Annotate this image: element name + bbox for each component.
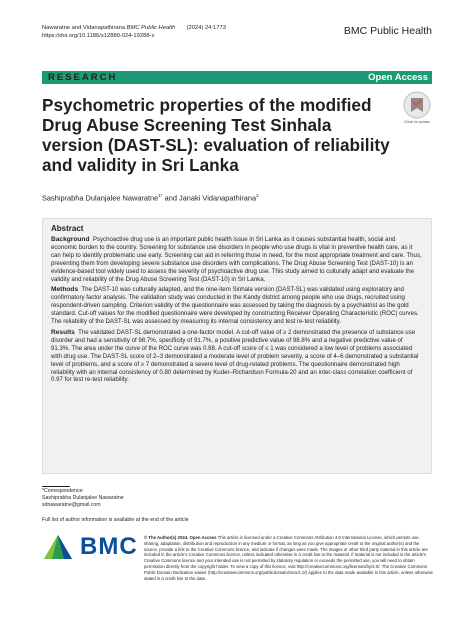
author-2-affiliation: 2 <box>256 193 259 198</box>
abstract-box <box>42 218 432 474</box>
methods-text: The DAST-10 was culturally adapted, and the nine-item Sinhala version (DAST-SL) was validated using exploratory and confirmatory factor analysis. The validation study was conducted in the Kandy district among people who use drugs, recruited using respondent-driven sampling. Criterion validity of the questionnaire was assessed by taking the diagnosis by a psychiatrist as the gold standard. Cut-off values for the modified questionnaire were developed by constructing Receiver Operating Characteristic (ROC) curves. The reliability of the DAST-SL was assessed by measuring its internal consistency and test re-test reliability. <box>51 286 419 326</box>
citation-journal: BMC Public Health <box>126 25 176 31</box>
abstract-methods <box>51 286 423 326</box>
author-1-affiliation: 1* <box>158 193 163 198</box>
abstract-background <box>51 236 423 283</box>
abstract-results <box>51 329 423 384</box>
author-2[interactable]: Janaki Vidanapathirana <box>179 193 257 203</box>
results-text: The validated DAST-SL demonstrated a one-factor model. A cut-off value of ≥ 2 demonstrated the presence of substance use disorder and had a sensitivity of 98.7%, specificity of 91.7%, a positive predictive value of 98.8% and a negative predictive value of 91.3%. The area under the curve of the ROC curve was 0.98. A cut-off score of ≤ 1 was considered a low level of problems associated with drug use. The DAST-SL score of 2–3 demonstrated a moderate level of problem severity, a score of 4–6 demonstrated a substantial level of problems, and a score of ≥ 7 demonstrated a severe level of drug-related problems. The questionnaire demonstrated high reliability with an internal consistency of 0.80 determined by Kuder–Richardson Formula-20 and an inter-class correlation coefficient of 0.97 for test re-test reliability. <box>51 328 419 384</box>
author-1[interactable]: Sashiprabha Dulanjalee Nawaratne <box>42 193 159 203</box>
check-for-updates-label: Check for updates <box>404 120 430 124</box>
citation-year-volume: (2024) 24:1773 <box>186 25 226 31</box>
correspondence-block <box>42 488 242 508</box>
correspondence-label: *Correspondence: <box>42 488 84 494</box>
research-label: RESEARCH <box>48 72 118 83</box>
research-banner <box>42 71 432 84</box>
license-text <box>144 535 434 581</box>
author-info-note: Full list of author information is available at the end of the article <box>42 517 189 523</box>
correspondence-name: Sashiprabha Dulanjalee Nawaratne <box>42 494 124 501</box>
abstract-heading: Abstract <box>51 224 84 233</box>
author-conjunction: and <box>162 193 179 203</box>
bmc-logo-text: BMC <box>80 533 138 560</box>
check-for-updates-icon[interactable] <box>402 90 432 120</box>
running-header <box>42 24 432 46</box>
background-text: Psychoactive drug use is an important public health issue in Sri Lanka as it causes substantial health, social and economic burden to the country. Screening for substance use disorders in people who use drugs is vital in preventive health care, as it can help to identify problematic use early. Screening can aid in referring those in need, for the most appropriate treatment and care. Thus, preventing them from developing severe substance use disorders with complications. The Drug Abuse Screening Test (DAST-10) is an evidence-based tool widely used to assess the severity of psychoactive drug use. This study aimed to culturally adapt and evaluate the validity and reliability of the Drug Abuse Screening Test (DAST-10) in Sri Lanka. <box>51 236 422 283</box>
correspondence-email[interactable]: sdnawaratne@gmail.com <box>42 501 101 508</box>
methods-label: Methods <box>51 286 79 294</box>
license-open-access: © The Author(s) 2024. Open Access <box>144 535 217 540</box>
background-label: Background <box>51 236 90 243</box>
citation-authors: Nawaratne and Vidanapathirana <box>42 25 127 31</box>
journal-name: BMC Public Health <box>343 25 432 37</box>
doi-link[interactable]: https://doi.org/10.1186/s12889-024-19288-x <box>42 33 155 39</box>
license-body: This article is licensed under a Creative Commons Attribution 4.0 International License, which permits use, sharing, adaptation, distribution and reproduction in any medium or format, as long as you give appropriate credit to the original author(s) and the source, provide a link to the Creative Commons licence, and indicate if changes were made. The images or other third party material in this article are included in the article's Creative Commons licence, unless indicated otherwise in a credit line to the material. If material is not included in the article's Creative Commons licence and your intended use is not permitted by statutory regulation or exceeds the permitted use, you will need to obtain permission directly from the copyright holder. To view a copy of this licence, visit http://creativecommons.org/licenses/by/4.0/. The Creative Commons Public Domain Dedication waiver (http://creativecommons.org/publicdomain/zero/1.0/) applies to the data made available in this article, unless otherwise stated in a credit line to the data. <box>144 535 433 581</box>
author-list <box>42 193 432 202</box>
open-access-label: Open Access <box>368 72 428 83</box>
citation-line <box>42 24 226 40</box>
correspondence-divider <box>42 486 70 487</box>
results-label: Results <box>51 328 75 336</box>
article-title: Psychometric properties of the modified Drug Abuse Screening Test Sinhala version (DAST-SL): evaluation of reliability and validity in Sri Lanka <box>42 95 390 175</box>
